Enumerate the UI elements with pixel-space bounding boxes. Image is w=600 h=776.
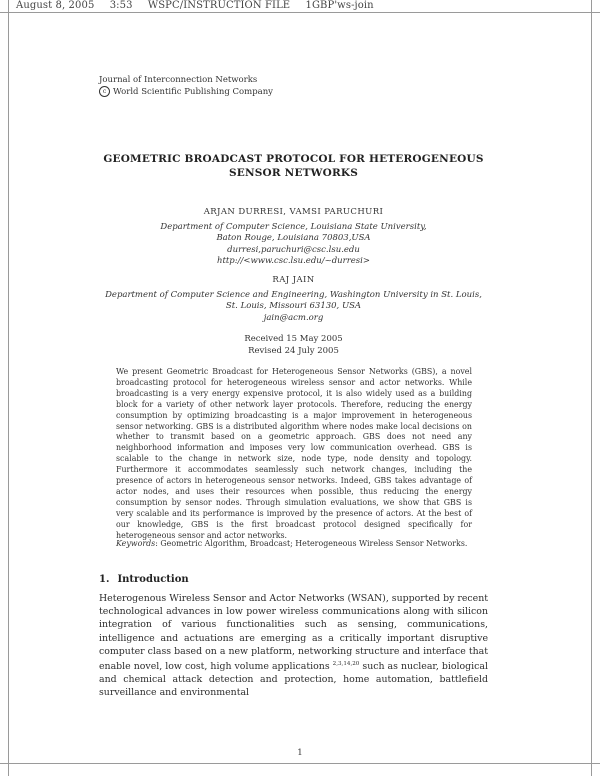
section-title: Introduction bbox=[117, 574, 189, 585]
affiliation-2-line-1: Department of Computer Science and Engineering, Washington University in St. Louis, bbox=[105, 289, 482, 300]
author-names-2: RAJ JAIN bbox=[272, 275, 315, 285]
title-line-2: SENSOR NETWORKS bbox=[228, 167, 359, 179]
crop-line-top bbox=[0, 12, 600, 13]
received-dates bbox=[99, 334, 488, 357]
intro-text-2: such as nuclear, biological and chemical attack detection and protection, home automation, battlefield surveillance and environmental bbox=[99, 661, 488, 699]
affiliation-1-line-2: Baton Rouge, Louisiana 70803,USA bbox=[216, 233, 371, 243]
author-block-1 bbox=[99, 207, 488, 268]
running-head-style: WSPC/INSTRUCTION FILE bbox=[147, 0, 291, 11]
citation-superscript: 2,3,14,20 bbox=[332, 661, 360, 668]
keywords bbox=[116, 539, 472, 548]
running-head-time: 3:53 bbox=[109, 0, 133, 11]
copyright-icon: c bbox=[99, 86, 110, 97]
running-head-file: 1GBP'ws-join bbox=[305, 0, 374, 11]
publisher-name: World Scientific Publishing Company bbox=[113, 87, 273, 97]
crop-line-right bbox=[591, 0, 592, 776]
section-number: 1. bbox=[99, 574, 110, 585]
publisher-line bbox=[99, 86, 273, 98]
author-email-1: durresi,paruchuri@csc.lsu.edu bbox=[227, 244, 360, 255]
section-heading bbox=[99, 574, 189, 585]
affiliation-1-line-1: Department of Computer Science, Louisiana State University, bbox=[160, 221, 427, 232]
author-email-2: jain@acm.org bbox=[263, 312, 324, 323]
keywords-text: : Geometric Algorithm, Broadcast; Heterogeneous Wireless Sensor Networks. bbox=[155, 539, 468, 548]
keywords-label: Keywords bbox=[116, 539, 156, 548]
paper-title bbox=[99, 152, 488, 180]
crop-line-left bbox=[8, 0, 9, 776]
journal-name: Journal of Interconnection Networks bbox=[99, 75, 258, 85]
received-date: Received 15 May 2005 bbox=[244, 334, 343, 344]
revised-date: Revised 24 July 2005 bbox=[248, 345, 339, 356]
title-line-1: GEOMETRIC BROADCAST PROTOCOL FOR HETEROGENEOUS bbox=[103, 153, 484, 165]
author-block-2 bbox=[99, 275, 488, 324]
journal-info bbox=[99, 75, 273, 98]
abstract: We present Geometric Broadcast for Heterogeneous Sensor Networks (GBS), a novel broadcasting protocol for heterogeneous wireless sensor and actor networks. While broadcasting is a very energy expensive protocol, it is also widely used as a building block for a variety of other network layer protocols. Therefore, reducing the energy consumption by optimizing broadcasting is a major improvement in heterogeneous sensor networking. GBS is a distributed algorithm where nodes make local decisions on whether to transmit based on a geometric approach. GBS does not need any neighborhood information and imposes very low communication overhead. GBS is scalable to the change in network size, node type, node density and topology. Furthermore it accommodates seamlessly such network changes, including the presence of actors in heterogeneous sensor networks. Indeed, GBS takes advantage of actor nodes, and uses their resources when possible, thus reducing the energy consumption by sensor nodes. Through simulation evaluations, we show that GBS is very scalable and its performance is improved by the presence of actors. At the best of our knowledge, GBS is the first broadcast protocol designed specifically for heterogeneous sensor and actor networks. bbox=[116, 367, 472, 540]
intro-text-1: Heterogenous Wireless Sensor and Actor Networks (WSAN), supported by recent technological advances in low power wireless communications along with silicon integration of various functionalities such as sensing, communications, intelligence and actuations are emerging as a critically important disruptive computer class based on a new platform, networking structure and interface that enable novel, low cost, high volume applications bbox=[99, 593, 488, 673]
intro-paragraph bbox=[99, 592, 488, 700]
running-head bbox=[16, 0, 386, 11]
page-number: 1 bbox=[297, 748, 303, 758]
affiliation-2-line-2: St. Louis, Missouri 63130, USA bbox=[225, 301, 362, 311]
crop-line-bottom bbox=[0, 763, 600, 764]
author-names-1: ARJAN DURRESI, VAMSI PARUCHURI bbox=[203, 207, 384, 217]
author-url-1: http://<www.csc.lsu.edu/~durresi> bbox=[216, 256, 371, 266]
running-head-date: August 8, 2005 bbox=[16, 0, 95, 11]
